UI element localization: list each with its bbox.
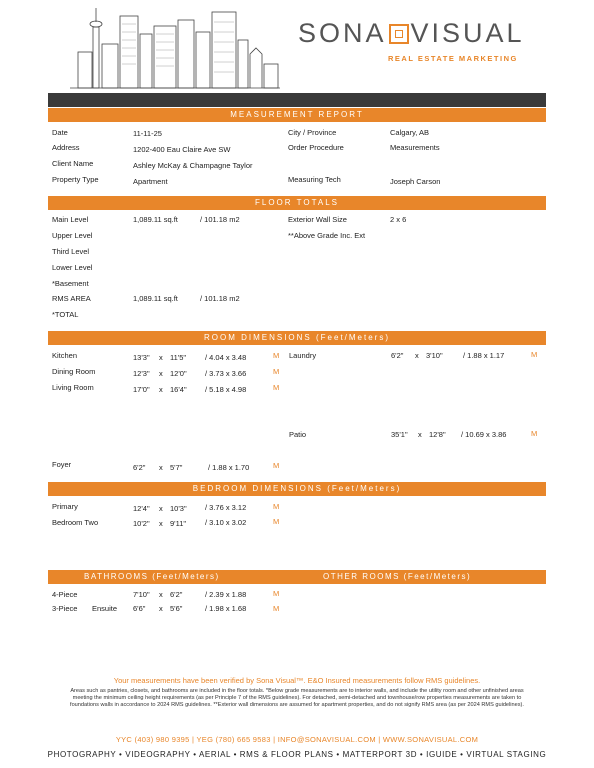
foyer-ft2: 5'7" bbox=[170, 463, 183, 472]
laundry-m: / 1.88 x 1.17 bbox=[463, 351, 505, 360]
above-grade-label: **Above Grade Inc. Ext bbox=[288, 231, 366, 240]
main-level-m2: / 101.18 m2 bbox=[200, 215, 240, 224]
client-label: Client Name bbox=[52, 159, 94, 168]
living-x: x bbox=[159, 385, 163, 394]
3-piece-unit: M bbox=[273, 604, 280, 613]
room-name-patio: Patio bbox=[289, 430, 307, 439]
address-label: Address bbox=[52, 143, 80, 152]
section-room-dimensions: ROOM DIMENSIONS (Feet/Meters) bbox=[48, 331, 546, 345]
services-line: PHOTOGRAPHY • VIDEOGRAPHY • AERIAL • RMS & FLOOR PLANS • MATTERPORT 3D • IGUIDE • VIRTUAL STAGING bbox=[47, 750, 547, 759]
kitchen-ft1: 13'3" bbox=[133, 353, 150, 362]
4-piece-x: x bbox=[159, 590, 163, 599]
primary-x: x bbox=[159, 504, 163, 513]
3-piece-tag: Ensuite bbox=[92, 604, 118, 613]
room-name-3-piece: 3-Piece bbox=[52, 604, 78, 613]
kitchen-m: / 4.04 x 3.48 bbox=[205, 353, 247, 362]
bedroom-two-m: / 3.10 x 3.02 bbox=[205, 518, 247, 527]
measuring-tech-label: Measuring Tech bbox=[288, 175, 341, 184]
kitchen-unit: M bbox=[273, 351, 280, 360]
header-divider-band bbox=[48, 93, 546, 107]
client-value: Ashley McKay & Champagne Taylor bbox=[133, 161, 253, 170]
section-bedroom-dimensions: BEDROOM DIMENSIONS (Feet/Meters) bbox=[48, 482, 546, 496]
kitchen-ft2: 11'5" bbox=[170, 353, 187, 362]
city-skyline-logo bbox=[70, 4, 280, 92]
kitchen-x: x bbox=[159, 353, 163, 362]
room-name-foyer: Foyer bbox=[52, 460, 72, 469]
city-value: Calgary, AB bbox=[390, 128, 430, 137]
brand-name-left: SONA bbox=[298, 18, 387, 48]
primary-unit: M bbox=[273, 502, 280, 511]
laundry-x: x bbox=[415, 351, 419, 360]
3-piece-ft2: 5'6" bbox=[170, 604, 183, 613]
foyer-unit: M bbox=[273, 461, 280, 470]
room-name-living: Living Room bbox=[52, 383, 94, 392]
upper-level-label: Upper Level bbox=[52, 231, 93, 240]
verification-note: Your measurements have been verified by Sona Visual™. E&O Insured measurements follow RMS guidelines. bbox=[113, 676, 481, 685]
primary-ft1: 12'4" bbox=[133, 504, 150, 513]
measuring-tech-value: Joseph Carson bbox=[390, 177, 441, 186]
living-unit: M bbox=[273, 383, 280, 392]
4-piece-ft2: 6'2" bbox=[170, 590, 183, 599]
rms-area-sqft: 1,089.11 sq.ft bbox=[133, 294, 178, 303]
foyer-ft1: 6'2" bbox=[133, 463, 146, 472]
primary-m: / 3.76 x 3.12 bbox=[205, 503, 247, 512]
3-piece-ft1: 6'6" bbox=[133, 604, 146, 613]
total-label: *TOTAL bbox=[52, 310, 79, 319]
bedroom-two-ft1: 10'2" bbox=[133, 519, 150, 528]
date-value: 11-11-25 bbox=[133, 129, 162, 138]
living-ft1: 17'0" bbox=[133, 385, 150, 394]
foyer-m: / 1.88 x 1.70 bbox=[208, 463, 250, 472]
brand-wordmark bbox=[298, 18, 525, 49]
4-piece-ft1: 7'10" bbox=[133, 590, 150, 599]
room-name-kitchen: Kitchen bbox=[52, 351, 78, 360]
rms-area-m2: / 101.18 m2 bbox=[200, 294, 240, 303]
section-bathrooms: BATHROOMS (Feet/Meters) bbox=[84, 572, 220, 581]
4-piece-unit: M bbox=[273, 589, 280, 598]
room-name-laundry: Laundry bbox=[289, 351, 317, 360]
main-level-sqft: 1,089.11 sq.ft bbox=[133, 215, 178, 224]
brand-logo-square-icon bbox=[389, 24, 409, 44]
patio-x: x bbox=[418, 430, 422, 439]
3-piece-m: / 1.98 x 1.68 bbox=[205, 604, 247, 613]
primary-ft2: 10'3" bbox=[170, 504, 187, 513]
lower-level-label: Lower Level bbox=[52, 263, 93, 272]
laundry-unit: M bbox=[531, 350, 538, 359]
laundry-ft2: 3'10" bbox=[426, 351, 443, 360]
living-ft2: 16'4" bbox=[170, 385, 187, 394]
section-other-rooms: OTHER ROOMS (Feet/Meters) bbox=[323, 572, 472, 581]
dining-m: / 3.73 x 3.66 bbox=[205, 369, 247, 378]
basement-label: *Basement bbox=[52, 279, 89, 288]
exterior-wall-value: 2 x 6 bbox=[390, 215, 407, 224]
patio-unit: M bbox=[531, 429, 538, 438]
patio-ft1: 35'1" bbox=[391, 430, 408, 439]
brand-name-right: VISUAL bbox=[410, 18, 525, 48]
third-level-label: Third Level bbox=[52, 247, 90, 256]
3-piece-x: x bbox=[159, 604, 163, 613]
4-piece-m: / 2.39 x 1.88 bbox=[205, 590, 247, 599]
rms-area-label: RMS AREA bbox=[52, 294, 91, 303]
living-m: / 5.18 x 4.98 bbox=[205, 385, 247, 394]
laundry-ft1: 6'2" bbox=[391, 351, 404, 360]
address-value: 1202-400 Eau Claire Ave SW bbox=[133, 145, 231, 154]
exterior-wall-label: Exterior Wall Size bbox=[288, 215, 347, 224]
order-procedure-value: Measurements bbox=[390, 143, 440, 152]
section-measurement-report: MEASUREMENT REPORT bbox=[48, 108, 546, 122]
dining-ft1: 12'3" bbox=[133, 369, 150, 378]
dining-ft2: 12'0" bbox=[170, 369, 187, 378]
section-bathrooms-bar bbox=[48, 570, 546, 584]
room-name-primary: Primary bbox=[52, 502, 78, 511]
bedroom-two-unit: M bbox=[273, 517, 280, 526]
bedroom-two-x: x bbox=[159, 519, 163, 528]
room-name-bedroom-two: Bedroom Two bbox=[52, 518, 99, 527]
brand-tagline: REAL ESTATE MARKETING bbox=[388, 54, 518, 63]
property-type-value: Apartment bbox=[133, 177, 168, 186]
city-label: City / Province bbox=[288, 128, 337, 137]
fine-print: Areas such as pantries, closets, and bathrooms are included in the floor totals. *Below grade measurements are to interior walls, and include the utility room and other unfinished areas meeting the minimum ceiling height requirements (as per Principle 7 of the RMS guidelines). For detached, semi-detached and townhouse/row properties measurements are taken to foundations walls in accordance to 2024 RMS guidelines. **Exterior wall dimensions are assumed for apartment properties, and do not signify RMS area (as per 2024 RMS guidelines). bbox=[70, 688, 524, 708]
main-level-label: Main Level bbox=[52, 215, 89, 224]
dining-unit: M bbox=[273, 367, 280, 376]
date-label: Date bbox=[52, 128, 68, 137]
order-procedure-label: Order Procedure bbox=[288, 143, 344, 152]
dining-x: x bbox=[159, 369, 163, 378]
property-type-label: Property Type bbox=[52, 175, 99, 184]
bedroom-two-ft2: 9'11" bbox=[170, 519, 187, 528]
contact-line: YYC (403) 980 9395 | YEG (780) 665 9583 | INFO@SONAVISUAL.COM | WWW.SONAVISUAL.COM bbox=[115, 735, 479, 744]
room-name-4-piece: 4-Piece bbox=[52, 590, 78, 599]
patio-m: / 10.69 x 3.86 bbox=[461, 430, 507, 439]
foyer-x: x bbox=[159, 463, 163, 472]
patio-ft2: 12'8" bbox=[429, 430, 446, 439]
section-floor-totals: FLOOR TOTALS bbox=[48, 196, 546, 210]
room-name-dining: Dining Room bbox=[52, 367, 96, 376]
